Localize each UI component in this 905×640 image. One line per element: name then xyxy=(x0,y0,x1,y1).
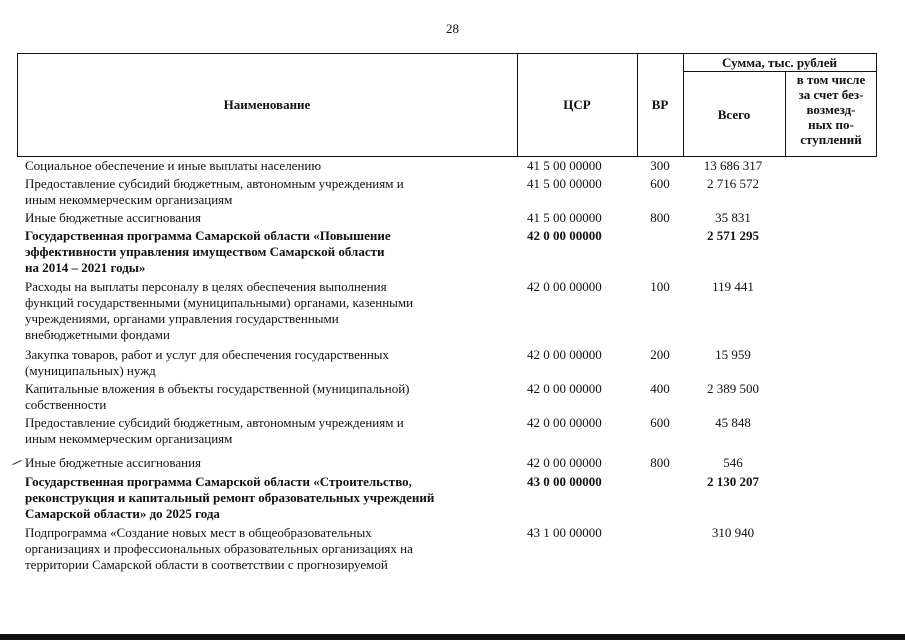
header-incl-gratuitous xyxy=(786,72,876,147)
row-name-line: эффективности управления имуществом Самарской области xyxy=(25,244,385,259)
row-name xyxy=(25,381,507,413)
row-name-line: Подпрограмма «Создание новых мест в общеобразовательных xyxy=(25,525,372,540)
page-number: 28 xyxy=(446,21,459,36)
row-name xyxy=(25,415,507,447)
row-name-line: реконструкция и капитальный ремонт образовательных учреждений xyxy=(25,490,435,505)
scan-mark xyxy=(12,460,21,465)
row-name-line: Государственная программа Самарской области «Повышение xyxy=(25,228,391,243)
header-bottom-border xyxy=(17,156,877,157)
row-name xyxy=(25,347,507,379)
row-sum: 2 130 207 xyxy=(707,474,759,489)
header-vr: ВР xyxy=(651,97,669,112)
row-code: 42 0 00 00000 xyxy=(527,455,602,470)
row-name-line: Государственная программа Самарской области «Строительство, xyxy=(25,474,412,489)
row-code: 42 0 00 00000 xyxy=(527,279,602,294)
row-name-line: Социальное обеспечение и иные выплаты населению xyxy=(25,158,322,173)
row-name-line: Капитальные вложения в объекты государственной (муниципальной) xyxy=(25,381,410,396)
header-csr: ЦСР xyxy=(563,97,591,112)
row-sum: 2 716 572 xyxy=(707,176,759,191)
row-name-line: Закупка товаров, работ и услуг для обеспечения государственных xyxy=(25,347,390,362)
row-name-line: Иные бюджетные ассигнования xyxy=(25,455,202,470)
row-code: 43 0 00 00000 xyxy=(527,474,602,489)
row-name-line: Иные бюджетные ассигнования xyxy=(25,210,202,225)
header-total: Всего xyxy=(717,107,751,122)
row-sum: 15 959 xyxy=(715,347,751,362)
header-incl-line: в том числе xyxy=(796,72,866,87)
row-vr: 200 xyxy=(650,347,670,362)
row-name xyxy=(25,176,507,208)
row-name-line: Расходы на выплаты персоналу в целях обеспечения выполнения xyxy=(25,279,387,294)
row-sum: 45 848 xyxy=(715,415,751,430)
row-name-line: учреждениями, органами управления государственными xyxy=(25,311,339,326)
row-vr: 600 xyxy=(650,415,670,430)
header-name: Наименование xyxy=(223,97,311,112)
row-vr: 300 xyxy=(650,158,670,173)
row-code: 42 0 00 00000 xyxy=(527,381,602,396)
row-sum: 546 xyxy=(723,455,743,470)
row-name-line: функций государственными (муниципальными) органами, казенными xyxy=(25,295,414,310)
row-name xyxy=(25,279,507,343)
row-sum: 119 441 xyxy=(712,279,754,294)
header-sum-group: Сумма, тыс. рублей xyxy=(722,55,837,70)
row-vr: 600 xyxy=(650,176,670,191)
row-sum: 2 389 500 xyxy=(707,381,759,396)
row-name-line: иным некоммерческим организациям xyxy=(25,431,233,446)
row-sum: 2 571 295 xyxy=(707,228,759,243)
page-bottom-rule xyxy=(0,634,905,640)
row-code: 43 1 00 00000 xyxy=(527,525,602,540)
header-incl-line: за счет без- xyxy=(798,87,864,102)
row-name xyxy=(25,455,507,471)
row-code: 42 0 00 00000 xyxy=(527,347,602,362)
row-vr: 100 xyxy=(650,279,670,294)
row-vr: 400 xyxy=(650,381,670,396)
row-name-line: территории Самарской области в соответствии с прогнозируемой xyxy=(25,557,388,572)
row-code: 42 0 00 00000 xyxy=(527,228,602,243)
row-name xyxy=(25,228,507,276)
row-vr: 800 xyxy=(650,210,670,225)
row-name-line: Самарской области» до 2025 года xyxy=(25,506,220,521)
row-name-line: на 2014 – 2021 годы» xyxy=(25,260,146,275)
row-name xyxy=(25,525,507,573)
row-sum: 310 940 xyxy=(711,525,755,540)
row-vr: 800 xyxy=(650,455,670,470)
row-sum: 13 686 317 xyxy=(703,158,763,173)
row-code: 41 5 00 00000 xyxy=(527,176,602,191)
row-name xyxy=(25,210,507,226)
row-name-line: (муниципальных) нужд xyxy=(25,363,156,378)
row-name-line: собственности xyxy=(25,397,107,412)
row-code: 41 5 00 00000 xyxy=(527,210,602,225)
row-name-line: иным некоммерческим организациям xyxy=(25,192,233,207)
table-right-border xyxy=(876,53,877,157)
row-name-line: внебюджетными фондами xyxy=(25,327,170,342)
header-incl-line: возмезд- xyxy=(806,102,856,117)
header-incl-line: ступлений xyxy=(800,132,862,147)
table-top-border xyxy=(17,53,877,54)
row-name xyxy=(25,158,507,174)
row-name xyxy=(25,474,507,522)
header-incl-line: ных по- xyxy=(808,117,854,132)
row-code: 42 0 00 00000 xyxy=(527,415,602,430)
row-name-line: организациях и профессиональных образовательных организациях на xyxy=(25,541,413,556)
row-code: 41 5 00 00000 xyxy=(527,158,602,173)
row-sum: 35 831 xyxy=(715,210,751,225)
row-name-line: Предоставление субсидий бюджетным, автономным учреждениям и xyxy=(25,176,404,191)
row-name-line: Предоставление субсидий бюджетным, автономным учреждениям и xyxy=(25,415,404,430)
